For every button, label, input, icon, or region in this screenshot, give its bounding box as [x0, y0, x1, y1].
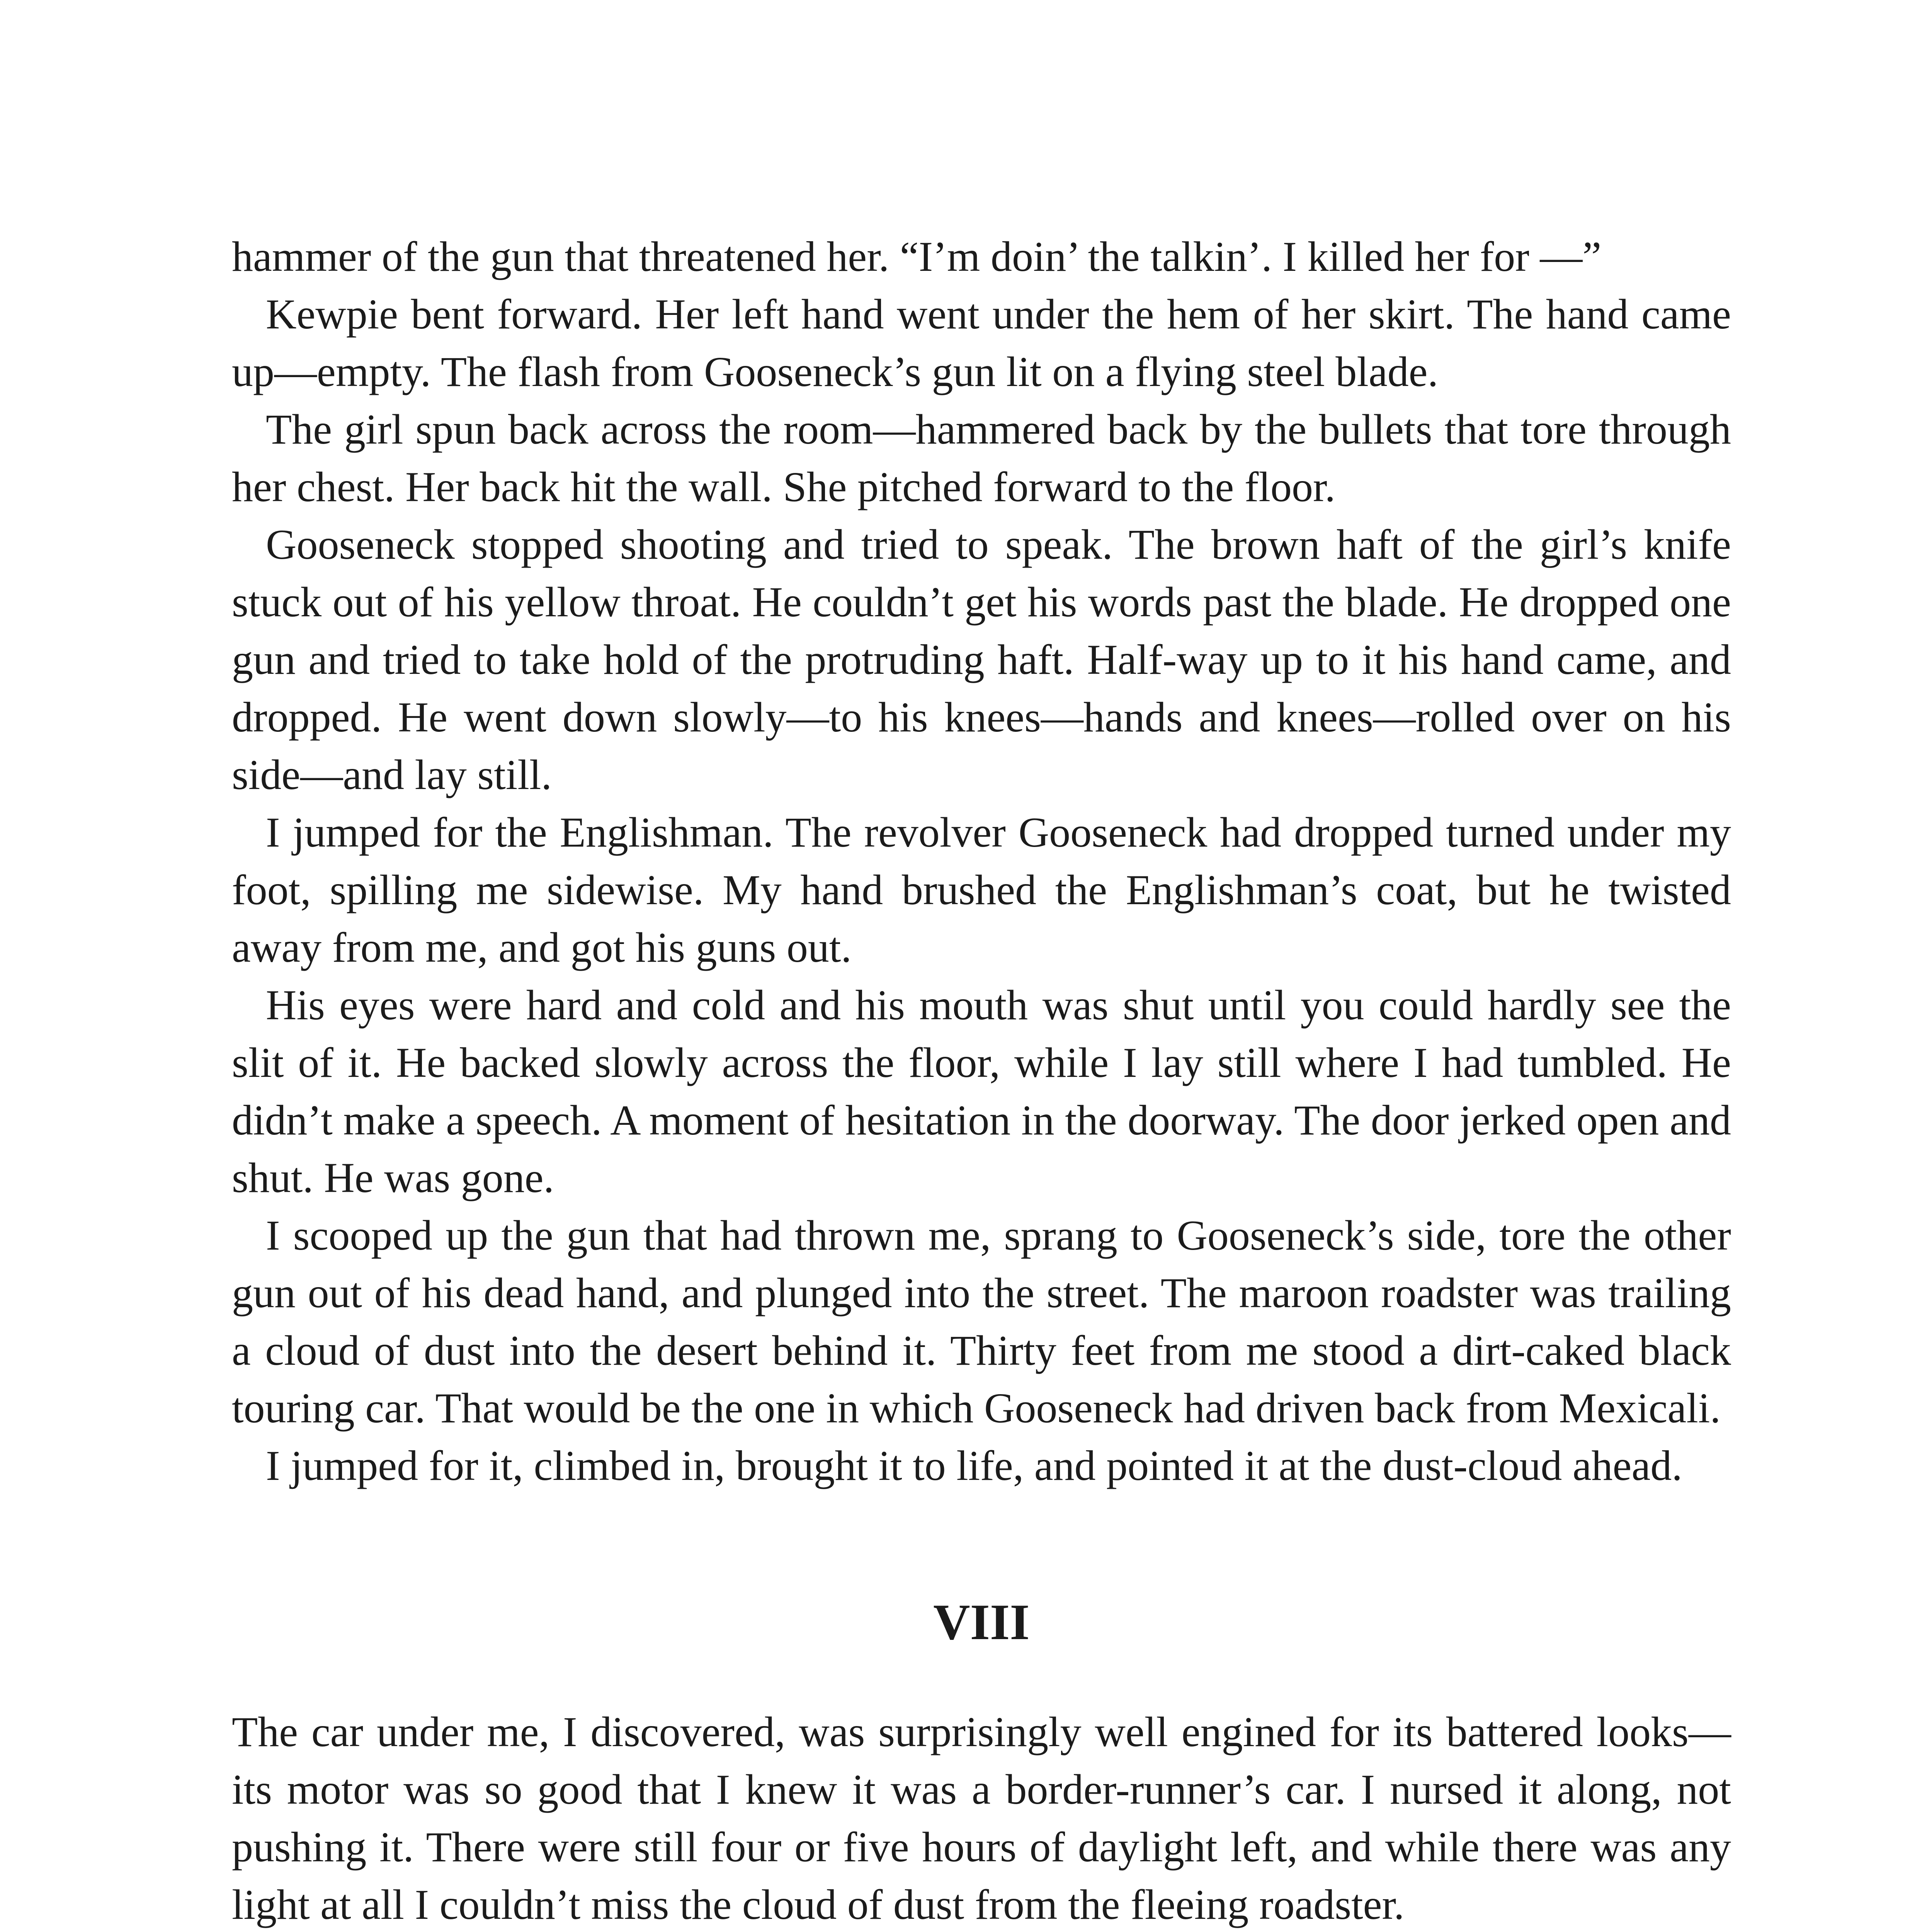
paragraph: The girl spun back across the room—hammered back by the bullets that tore through her chest. Her back hit the wall. She pitched forward to the floor.	[232, 406, 1731, 510]
text-column	[232, 228, 1731, 1932]
paragraph: Gooseneck stopped shooting and tried to speak. The brown haft of the girl’s knife stuck out of his yellow throat. He couldn’t get his words past the blade. He dropped one gun and tried to take hold of the protruding haft. Half-way up to it his hand came, and dropped. He went down slowly—to his knees—hands and knees—rolled over on his side—and lay still.	[232, 521, 1731, 798]
paragraph: His eyes were hard and cold and his mouth was shut until you could hardly see the slit of it. He backed slowly across the floor, while I lay still where I had tumbled. He didn’t make a speech. A moment of hesitation in the doorway. The door jerked open and shut. He was gone.	[232, 981, 1731, 1201]
paragraph: hammer of the gun that threatened her. “I’m doin’ the talkin’. I killed her for —”	[232, 233, 1602, 280]
paragraph: I scooped up the gun that had thrown me, sprang to Gooseneck’s side, tore the other gun out of his dead hand, and plunged into the street. The maroon roadster was trailing a cloud of dust into the desert behind it. Thirty feet from me stood a dirt-caked black touring car. That would be the one in which Gooseneck had driven back from Mexicali.	[232, 1212, 1731, 1432]
paragraph: I jumped for it, climbed in, brought it to life, and pointed it at the dust-cloud ahead.	[266, 1442, 1682, 1489]
paragraph: I jumped for the Englishman. The revolver Gooseneck had dropped turned under my foot, spilling me sidewise. My hand brushed the Englishman’s coat, but he twisted away from me, and got his guns out.	[232, 809, 1731, 971]
chapter-heading: VIII	[933, 1594, 1030, 1650]
paragraph: The car under me, I discovered, was surprisingly well engined for its battered looks—its motor was so good that I knew it was a border-runner’s car. I nursed it along, not pushing it. There were still four or five hours of daylight left, and while there was any light at all I couldn’t miss the cloud of dust from the fleeing roadster.	[232, 1708, 1731, 1928]
paragraph: Kewpie bent forward. Her left hand went under the hem of her skirt. The hand came up—empty. The flash from Gooseneck’s gun lit on a flying steel blade.	[232, 291, 1731, 395]
